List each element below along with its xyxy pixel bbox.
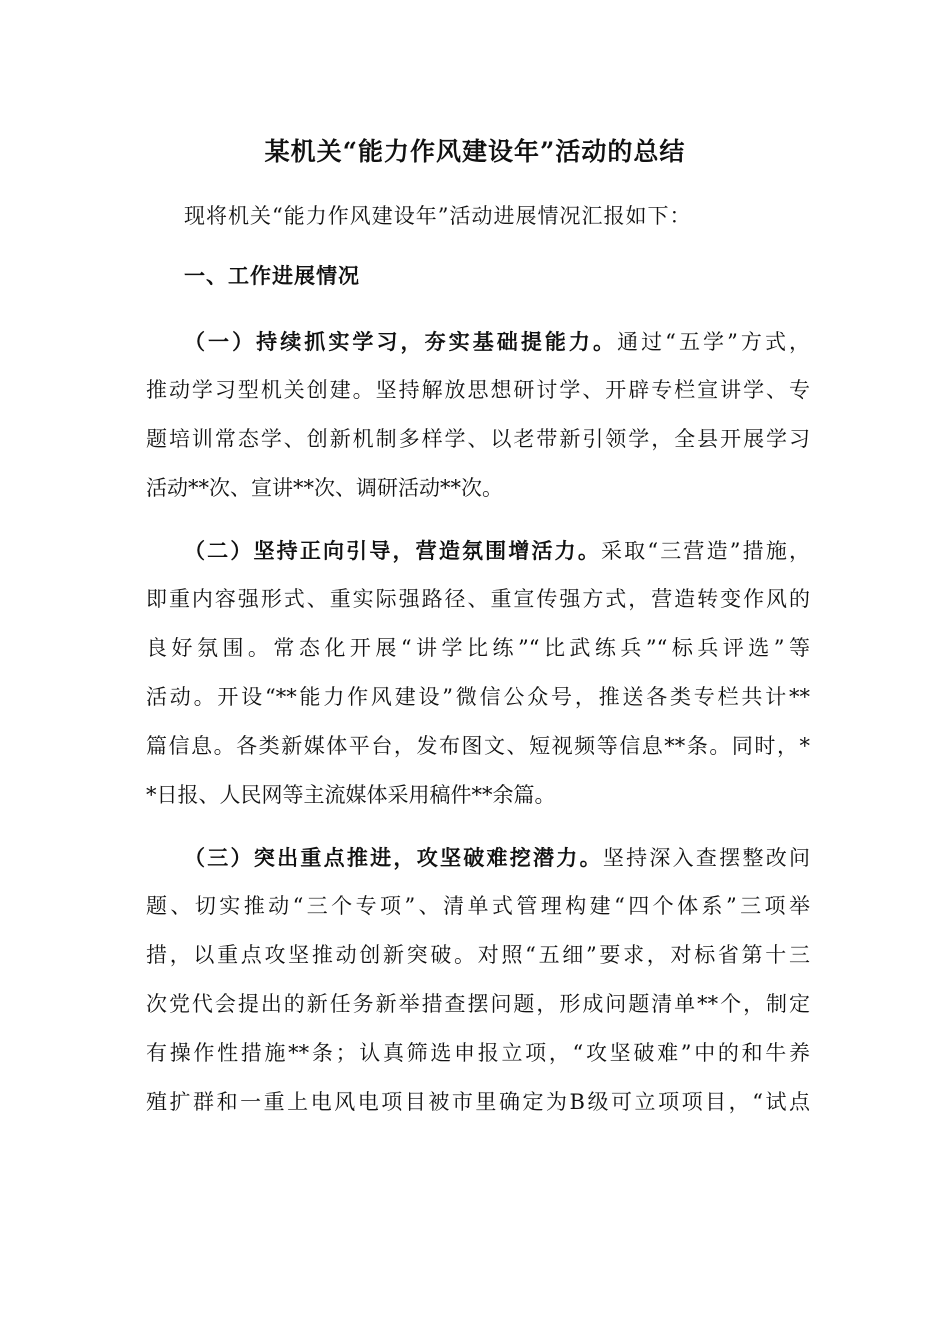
paragraph-line: 次党代会提出的新任务新举措查摆问题，形成问题清单**个，制定	[146, 992, 810, 1016]
paragraph-line	[146, 317, 810, 366]
paragraph-line: 有操作性措施**条；认真筛选申报立项，“攻坚破难”中的和牛养	[146, 1041, 810, 1065]
document-title: 某机关“能力作风建设年”活动的总结	[264, 137, 686, 166]
paragraph-line: 推动学习型机关创建。坚持解放思想研讨学、开辟专栏宣讲学、专	[146, 378, 810, 402]
section-heading: 一、工作进展情况	[184, 263, 360, 288]
paragraph-line: 活动。开设“**能力作风建设”微信公众号，推送各类专栏共计**	[146, 685, 810, 709]
paragraph-lead: （三）突出重点推进，攻坚破难挖潜力。	[184, 845, 603, 870]
paragraph-text: 通过“五学”方式，	[617, 330, 810, 354]
paragraph-line	[146, 833, 810, 882]
paragraph-lead: （二）坚持正向引导，营造氛围增活力。	[184, 538, 602, 563]
paragraph-line: 活动**次、宣讲**次、调研活动**次。	[146, 476, 503, 500]
paragraph-line: 题、切实推动“三个专项”、清单式管理构建“四个体系”三项举	[146, 894, 810, 918]
paragraph-key-points	[146, 833, 810, 1127]
paragraph-text: 采取“三营造”措施，	[601, 539, 810, 563]
paragraph-line: 措，以重点攻坚推动创新突破。对照“五细”要求，对标省第十三	[146, 943, 810, 967]
paragraph-line: 篇信息。各类新媒体平台，发布图文、短视频等信息**条。同时，*	[146, 734, 810, 758]
intro-paragraph: 现将机关“能力作风建设年”活动进展情况汇报如下：	[184, 204, 692, 228]
paragraph-line: 良好氛围。常态化开展“讲学比练”“比武练兵”“标兵评选”等	[146, 636, 810, 660]
paragraph-lead: （一）持续抓实学习，夯实基础提能力。	[184, 329, 618, 354]
paragraph-line: 即重内容强形式、重实际强路径、重宣传强方式，营造转变作风的	[146, 587, 810, 611]
paragraph-text: 坚持深入查摆整改问	[602, 846, 811, 870]
paragraph-line: 题培训常态学、创新机制多样学、以老带新引领学，全县开展学习	[146, 427, 810, 451]
paragraph-guidance	[146, 526, 810, 820]
paragraph-study	[146, 317, 810, 513]
paragraph-line: 殖扩群和一重上电风电项目被市里确定为B级可立项项目，“试点	[146, 1090, 810, 1114]
paragraph-line: *日报、人民网等主流媒体采用稿件**余篇。	[146, 783, 556, 807]
paragraph-line	[146, 526, 810, 575]
